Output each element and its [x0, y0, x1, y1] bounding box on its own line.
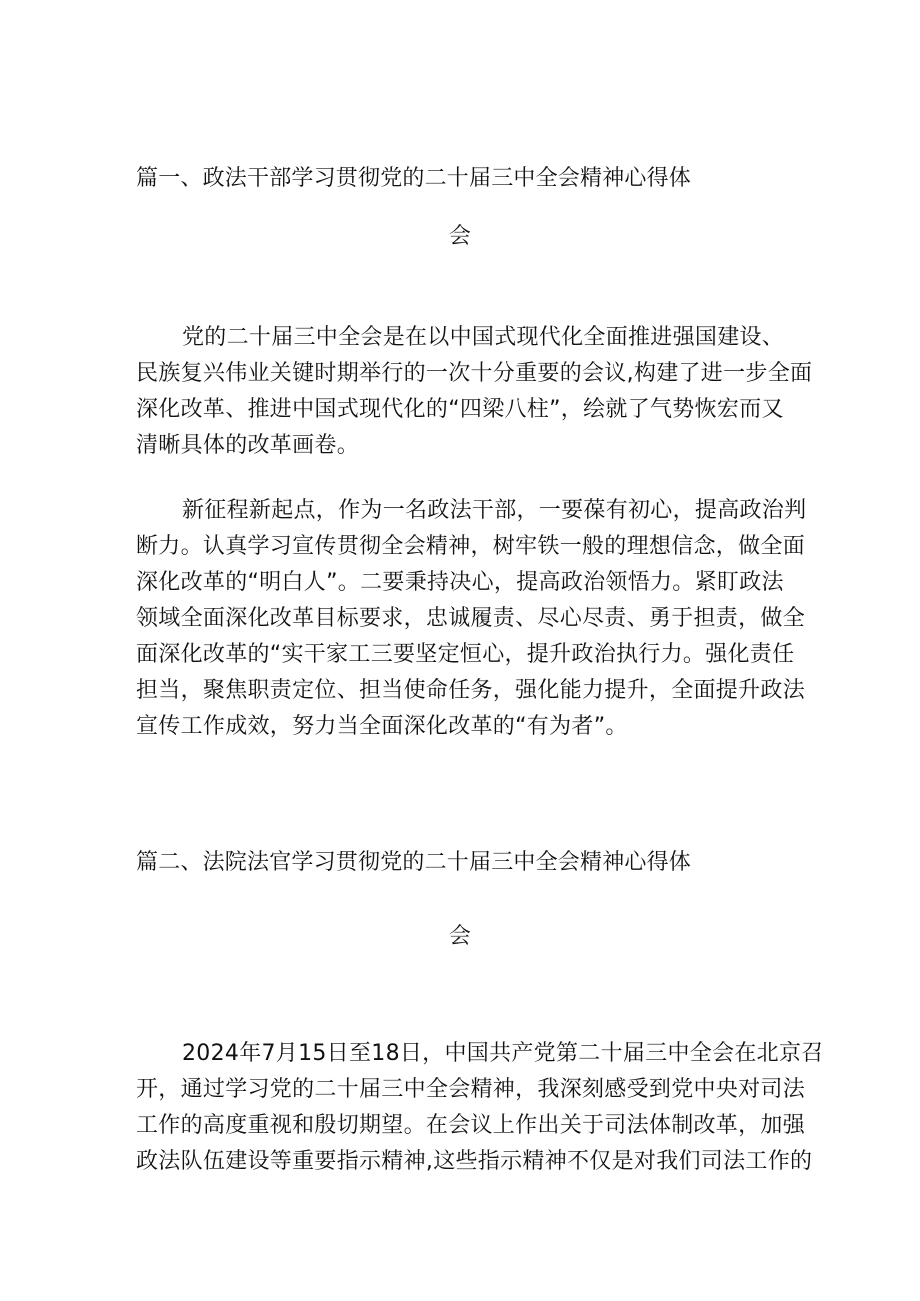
section2-title-line1: 篇二、法院法官学习贯彻党的二十届三中全会精神心得体 — [136, 850, 692, 875]
section1-title-line1: 篇一、政法干部学习贯彻党的二十届三中全会精神心得体 — [136, 166, 692, 191]
text-line: 面深化改革的“实干家工三要坚定恒心，提升政治执行力。强化责任 — [136, 642, 795, 667]
text-line: 开，通过学习党的二十届三中全会精神，我深刻感受到党中央对司法 — [136, 1077, 806, 1102]
section2-title-line2: 会 — [448, 924, 472, 949]
section1-paragraph2 — [136, 493, 807, 745]
text-line: 民族复兴伟业关键时期举行的一次十分重要的会议,构建了进一步全面 — [136, 361, 813, 386]
text-line: 担当，聚焦职责定位、担当使命任务，强化能力提升，全面提升政法 — [136, 678, 806, 703]
text-line: 新征程新起点，作为一名政法干部，一要葆有初心，提高政治判 — [182, 498, 807, 523]
text-line: 断力。认真学习宣传贯彻全会精神，树牢铁一般的理想信念，做全面 — [136, 534, 806, 559]
text-line: 工作的高度重视和殷切期望。在会议上作出关于司法体制改革，加强 — [136, 1113, 806, 1138]
section2-paragraph1 — [136, 1036, 824, 1180]
text-line: 2024年7月15日至18日，中国共产党第二十届三中全会在北京召 — [182, 1041, 824, 1066]
section1-title-line2: 会 — [448, 224, 472, 249]
section1-paragraph1 — [136, 320, 813, 464]
text-line: 清晰具体的改革画卷。 — [136, 433, 360, 458]
text-line: 宣传工作成效，努力当全面深化改革的“有为者”。 — [136, 714, 628, 739]
text-line: 深化改革的“明白人”。二要秉持决心，提高政治领悟力。紧盯政法 — [136, 570, 784, 595]
text-line: 政法队伍建设等重要指示精神,这些指示精神不仅是对我们司法工作的 — [136, 1149, 813, 1174]
text-line: 深化改革、推进中国式现代化的“四梁八柱”，绘就了气势恢宏而又 — [136, 397, 784, 422]
text-line: 党的二十届三中全会是在以中国式现代化全面推进强国建设、 — [182, 325, 785, 350]
text-line: 领域全面深化改革目标要求，忠诚履责、尽心尽责、勇于担责，做全 — [136, 606, 806, 631]
